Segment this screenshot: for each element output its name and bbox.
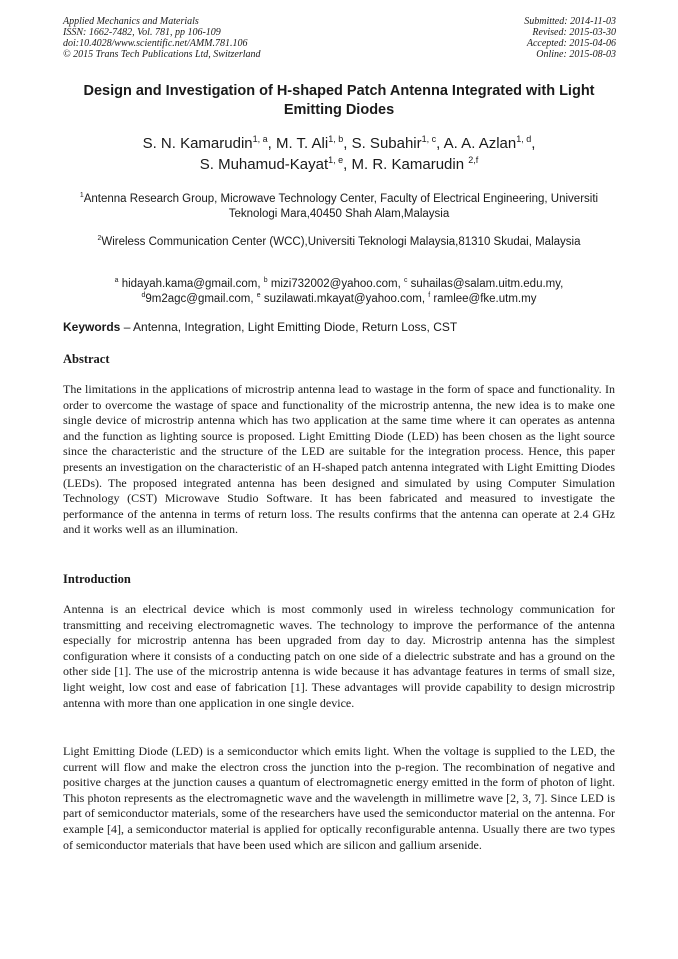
email-address[interactable]: hidayah.kama@gmail.com, bbox=[121, 278, 261, 290]
introduction-paragraph-1: Antenna is an electrical device which is most commonly used in wireless technology communication for transmitting and receiving electromagnetic waves. The technology to improve the performance of the antenna especially for microstrip antenna has been upgraded from day to day. Microstrip antenna has the simplest configuration where it consists of a conducting patch on one side of a dielectric substrate and has a ground on the other side [1]. The use of the microstrip antenna is wide because it has advantage features in terms of small size, light weight, low cost and ease of fabrication [1]. These advantages will provide capability to design microstrip antenna with more than one application in one single device. bbox=[63, 602, 615, 710]
author-name: M. R. Kamarudin bbox=[351, 156, 465, 173]
author-name: S. Muhamud-Kayat bbox=[199, 156, 329, 173]
email-address[interactable]: suhailas@salam.uitm.edu.my, bbox=[410, 278, 564, 290]
keywords-label: Keywords bbox=[63, 320, 121, 334]
email-mark: f bbox=[428, 292, 431, 300]
keywords-line bbox=[63, 320, 623, 335]
email-mark: b bbox=[263, 277, 268, 285]
introduction-paragraph-2: Light Emitting Diode (LED) is a semiconductor which emits light. When the voltage is supplied to the LED, the current will flow and make the electron cross the junction into the p-region. The recombination of negative and positive charges at the junction causes a quantum of electromagnetic energy emitted in the form of photon of light. This photon represents as the electromagnetic wave and the wavelength in millimetre wave [2, 3, 7]. Since LED is part of semiconductor materials, some of the researchers have used the semiconductor material on the antenna. For example [4], a semiconductor material is applied for optically reconfigurable antenna. Usually there are two types of semiconductor materials that have been used which are silicon and gallium arsenide. bbox=[63, 744, 615, 852]
journal-name: Applied Mechanics and Materials bbox=[63, 16, 199, 27]
email-address[interactable]: mizi732002@yahoo.com, bbox=[270, 278, 401, 290]
journal-issn: ISSN: 1662-7482, Vol. 781, pp 106-109 bbox=[63, 27, 221, 38]
author-affil-mark: 2,f bbox=[468, 155, 479, 165]
date-revised: Revised: 2015-03-30 bbox=[532, 27, 616, 38]
email-mark: d bbox=[141, 292, 146, 300]
journal-doi: doi:10.4028/www.scientific.net/AMM.781.106 bbox=[63, 38, 248, 49]
abstract-body: The limitations in the applications of microstrip antenna lead to wastage in the form of space and functionality. In order to overcome the wastage of space and functionality of the microstrip antenna, the new idea is to make one single device of microstrip antenna which has two application at the same time where it can operates as antenna and the function as lighting source is proposed. Light Emitting Diode (LED) has been chosen as the light source since the characteristic and the structure of the LED are suitable for the integration process. Hence, this paper presents an investigation on the characteristic of an H-shaped patch antenna integrated with Light Emitting Diodes (LEDs). The proposed integrated antenna has been designed and simulated by using Computer Simulation Technology (CST) Microwave Studio Software. It has been fabricated and measured to investigate the performance of the antenna in terms of return loss. The results confirms that the antenna can operate at 2.4 GHz and it works well as an illumination. bbox=[63, 382, 615, 537]
author-name: A. A. Azlan bbox=[443, 135, 517, 152]
paper-title: Design and Investigation of H-shaped Patch Antenna Integrated with Light Emitting Diodes bbox=[83, 83, 595, 118]
author-affil-mark: 1, a bbox=[252, 134, 268, 144]
dates-header bbox=[524, 16, 616, 60]
author-affil-mark: 1, e bbox=[328, 155, 344, 165]
author-affil-mark: 1, d bbox=[516, 134, 532, 144]
email-address[interactable]: suzilawati.mkayat@yahoo.com, bbox=[263, 293, 426, 305]
abstract-heading: Abstract bbox=[63, 352, 110, 366]
affiliation-text: Wireless Communication Center (WCC),Universiti Teknologi Malaysia,81310 Skudai, Malaysia bbox=[101, 236, 581, 248]
keywords-text: – Antenna, Integration, Light Emitting Diode, Return Loss, CST bbox=[123, 320, 458, 334]
author-list: S. N. Kamarudin$^{1, a}$, M. T. Ali$^{1, b}$, S. Subahir$^{1, c}$, A. A. Azlan$^{1, d}$, S. Muhamud-Kayat$^{1, e}$, M. R. Kamarudin $^{2,f}$ bbox=[142, 134, 536, 173]
date-online: Online: 2015-08-03 bbox=[536, 49, 616, 60]
affiliation-mark: 1 bbox=[79, 192, 84, 200]
email-address[interactable]: ramlee@fke.utm.my bbox=[433, 293, 537, 305]
email-mark: c bbox=[403, 277, 408, 285]
author-affil-mark: 1, c bbox=[421, 134, 437, 144]
email-list bbox=[63, 277, 615, 307]
introduction-heading: Introduction bbox=[63, 572, 131, 586]
email-mark: e bbox=[256, 292, 261, 300]
affiliation-1 bbox=[63, 192, 615, 222]
date-submitted: Submitted: 2014-11-03 bbox=[524, 16, 616, 27]
affiliation-text: Antenna Research Group, Microwave Technology Center, Faculty of Electrical Engineering, Universiti Teknologi Mara,40450 Shah Alam,Malaysia bbox=[83, 193, 599, 220]
date-accepted: Accepted: 2015-04-06 bbox=[526, 38, 616, 49]
author-name: S. N. Kamarudin bbox=[142, 135, 253, 152]
affiliation-2 bbox=[63, 235, 615, 250]
affiliation-mark: 2 bbox=[97, 235, 102, 243]
author-name: M. T. Ali bbox=[275, 135, 329, 152]
email-mark: a bbox=[114, 277, 119, 285]
journal-header bbox=[63, 16, 261, 60]
author-affil-mark: 1, b bbox=[328, 134, 344, 144]
author-name: S. Subahir bbox=[351, 135, 422, 152]
journal-copyright: © 2015 Trans Tech Publications Ltd, Switzerland bbox=[63, 49, 261, 60]
email-address[interactable]: 9m2agc@gmail.com, bbox=[145, 293, 254, 305]
